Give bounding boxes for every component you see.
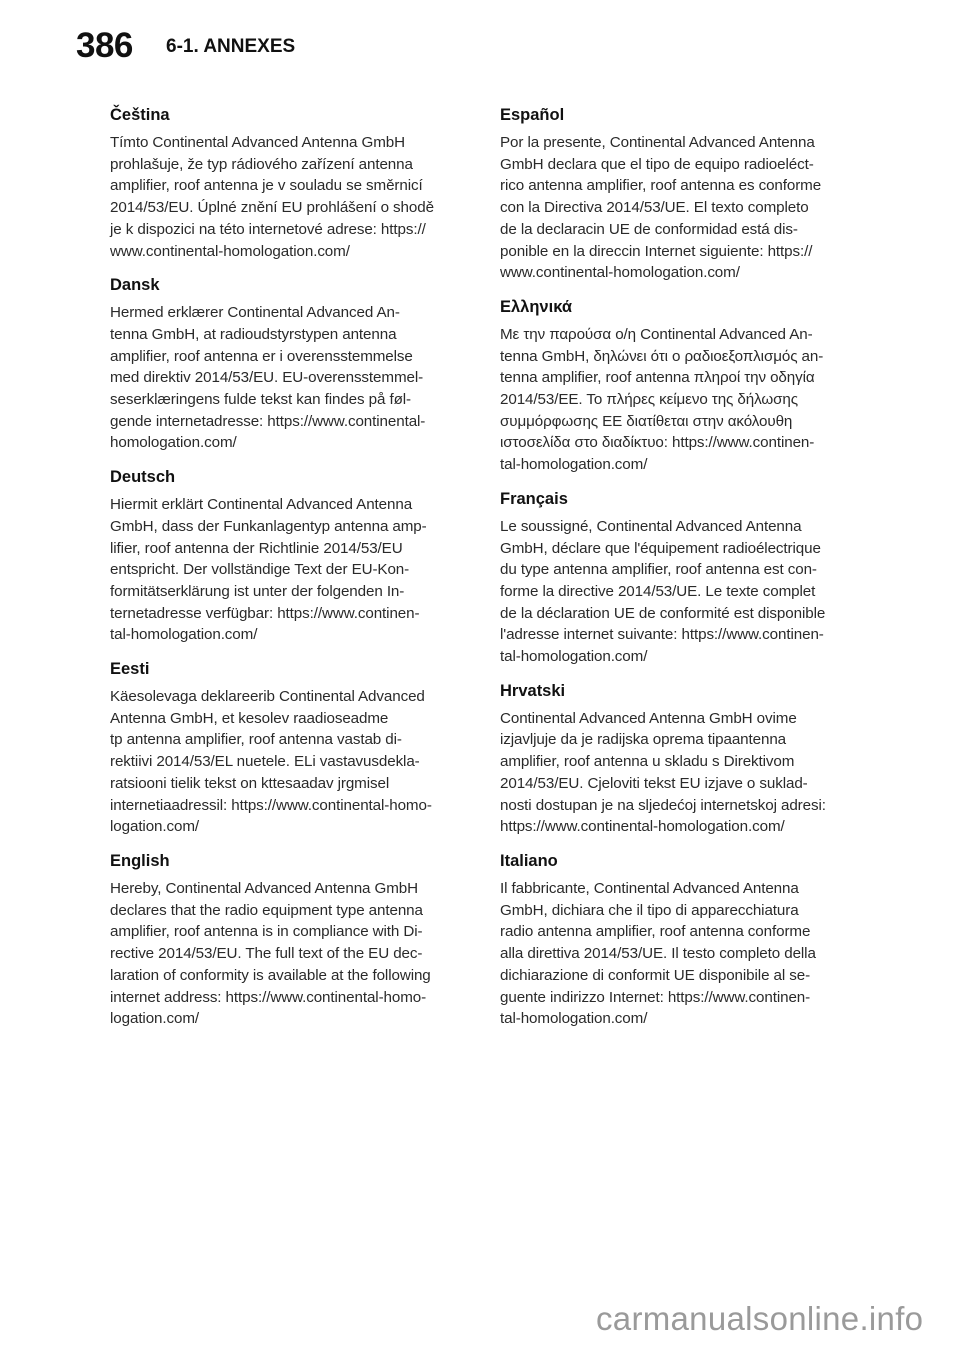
language-block-francais: [500, 488, 852, 668]
declaration-text: Le soussigné, Continental Advanced Antenna GmbH, déclare que l'équipement radioélectrique du type antenna amplifier, roof antenna est con- forme la directive 2014/53/UE. Le texte complet de la déclaration UE de conformité est disponible l'adresse internet suivante: https://www.continen- tal-homologation.com/: [500, 517, 826, 666]
language-heading: Ελληνικά: [500, 297, 572, 316]
watermark: carmanualsonline.info: [596, 1300, 924, 1337]
declaration-text: Tímto Continental Advanced Antenna GmbH prohlašuje, že typ rádiového zařízení antenna amplifier, roof antenna je v souladu se směrnicí 2014/53/EU. Úplné znění EU prohlášení o shodě je k dispozici na této internetové adrese: https:// www.continental-homologation.com/: [110, 134, 434, 260]
language-heading: Français: [500, 489, 568, 508]
language-heading: Dansk: [110, 276, 160, 295]
declaration-text: Hermed erklærer Continental Advanced An- tenna GmbH, at radioudstyrstypen antenna amplifier, roof antenna er i overensstemmelse med direktiv 2014/53/EU. EU-overensstemmel- seserklæringens fulde tekst kan findes på føl- gende internetadresse: https://www.continental- homologation.com/: [110, 304, 426, 452]
language-heading: English: [110, 851, 170, 870]
declaration-text: Continental Advanced Antenna GmbH ovime izjavljuje da je radijska oprema tipaantenna amplifier, roof antenna u skladu s Direktivom 2014/53/EU. Cjeloviti tekst EU izjave o suklad- nosti dostupan je na sljedećoj internetskoj adresi: https://www.continental-homologation.com/: [500, 709, 826, 836]
language-block-dansk: [110, 274, 462, 454]
right-column: [500, 104, 852, 1042]
language-block-english: [110, 850, 462, 1030]
declaration-text: Il fabbricante, Continental Advanced Antenna GmbH, dichiara che il tipo di apparecchiatura radio antenna amplifier, roof antenna conforme alla direttiva 2014/53/UE. Il testo completo della dichiarazione di conformit UE disponibile al se- guente indirizzo Internet: https://www.continen- tal-homologation.com/: [500, 879, 816, 1028]
language-block-eesti: [110, 658, 462, 838]
language-block-hrvatski: [500, 680, 852, 838]
language-block-ellinika: [500, 296, 852, 476]
language-heading: Italiano: [500, 851, 558, 870]
declaration-text: Käesolevaga deklareerib Continental Advanced Antenna GmbH, et kesolev raadioseadme tp antenna amplifier, roof antenna vastab di- rektiivi 2014/53/EL nuetele. ELi vastavusdekla- ratsiooni tielik tekst on kttesaadav jrgmisel internetiaadressil: https://www.continental-homo- logation.com/: [110, 688, 432, 836]
declaration-text: Hereby, Continental Advanced Antenna GmbH declares that the radio equipment type antenna amplifier, roof antenna is in compliance with Di- rective 2014/53/EU. The full text of the EU dec- laration of conformity is available at the following internet address: https://www.continental-homo- logation.com/: [110, 879, 431, 1028]
declaration-text: Με την παρούσα ο/η Continental Advanced An- tenna GmbH, δηλώνει ότι ο ραδιοεξοπλισμός an- tenna amplifier, roof antenna πληροί την οδηγία 2014/53/ΕΕ. Το πλήρες κείμενο της δήλωσης συμμόρφωσης ΕΕ διατίθεται στην ακόλουθη ιστοσελίδα στο διαδίκτυο: https://www.continen- tal-homologation.com/: [500, 325, 824, 474]
language-heading: Deutsch: [110, 468, 176, 487]
language-heading: Hrvatski: [500, 681, 566, 700]
declaration-text: Hiermit erklärt Continental Advanced Antenna GmbH, dass der Funkanlagentyp antenna amp- lifier, roof antenna der Richtlinie 2014/53/EU entspricht. Der vollständige Text der EU-Kon- formitätserklärung ist unter der folgenden In- ternetadresse verfügbar: https://www.continen- tal-homologation.com/: [110, 496, 427, 644]
language-block-espanol: [500, 104, 852, 284]
language-block-deutsch: [110, 466, 462, 646]
declaration-text: Por la presente, Continental Advanced Antenna GmbH declara que el tipo de equipo radioeléct- rico antenna amplifier, roof antenna es conforme con la Directiva 2014/53/UE. El texto completo de la declaracin UE de conformidad está dis- ponible en la direccin Internet siguiente: https:// www.continental-homologation.com/: [500, 134, 822, 282]
page-number: 386: [76, 26, 133, 65]
language-heading: Español: [500, 106, 565, 124]
language-block-cestina: [110, 104, 462, 262]
left-column: [110, 104, 462, 1042]
language-block-italiano: [500, 850, 852, 1030]
language-heading: Eesti: [110, 660, 150, 679]
language-heading: Čeština: [110, 106, 170, 124]
page-header: [0, 0, 960, 80]
section-title: 6-1. ANNEXES: [166, 36, 296, 57]
